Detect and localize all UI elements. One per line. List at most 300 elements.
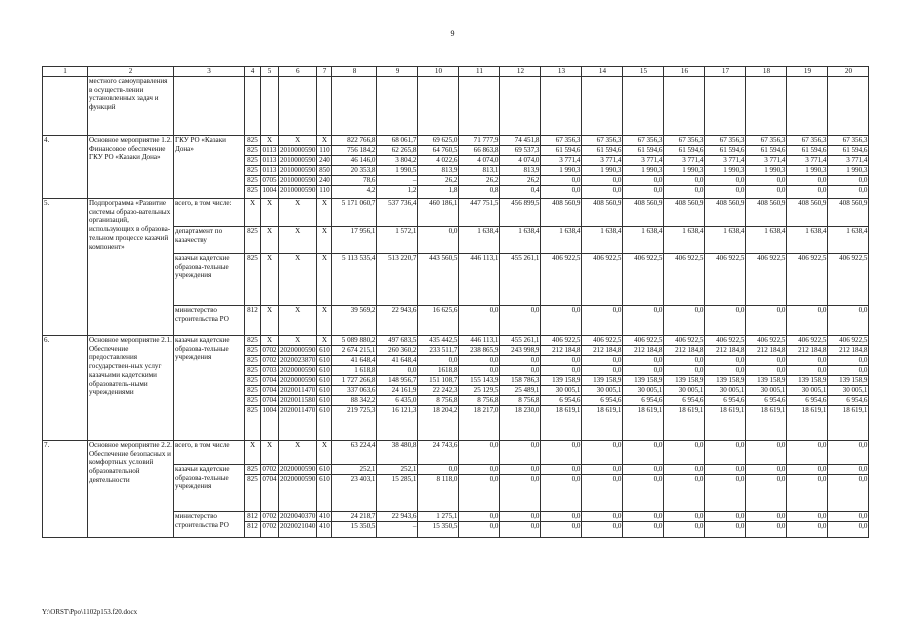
value-cell: 30 005,1 — [746, 386, 787, 396]
executor: министерство строительства РО — [174, 306, 245, 336]
value-cell: 513 220,7 — [377, 254, 418, 306]
empty-cell — [500, 77, 541, 136]
value-cell: 139 158,9 — [828, 376, 869, 386]
continuation-row — [43, 77, 869, 136]
value-cell: 1 638,4 — [623, 227, 664, 254]
value-cell: 0,0 — [541, 465, 582, 475]
value-cell: 6 435,0 — [377, 396, 418, 406]
value-cell: 16 121,3 — [377, 406, 418, 441]
value-cell: 139 158,9 — [541, 376, 582, 386]
value-cell: 0,0 — [664, 475, 705, 512]
value-cell: X — [261, 306, 279, 336]
value-cell: 0,0 — [746, 522, 787, 538]
value-cell: 0,0 — [705, 186, 746, 199]
value-cell: 25 489,1 — [500, 386, 541, 396]
value-cell: X — [261, 199, 279, 227]
value-cell: 1 572,1 — [377, 227, 418, 254]
value-cell: 0,0 — [418, 465, 459, 475]
header-row — [43, 67, 869, 77]
value-cell: 0,0 — [787, 512, 828, 522]
value-cell: 22 242,3 — [418, 386, 459, 396]
value-cell: 6 954,6 — [664, 396, 705, 406]
value-cell: 813,9 — [418, 166, 459, 176]
value-cell: 0,0 — [623, 176, 664, 186]
value-cell: 18 230,0 — [500, 406, 541, 441]
value-cell: 0,0 — [705, 475, 746, 512]
value-cell: 0,0 — [787, 356, 828, 366]
value-cell: 825 — [245, 166, 261, 176]
value-cell: 0,0 — [787, 186, 828, 199]
value-cell: 0,0 — [582, 306, 623, 336]
value-cell: 460 186,1 — [418, 199, 459, 227]
value-cell: 252,1 — [332, 465, 377, 475]
value-cell: 0,0 — [664, 441, 705, 465]
value-cell: 3 771,4 — [623, 156, 664, 166]
value-cell: 825 — [245, 366, 261, 376]
value-cell: 0,0 — [582, 356, 623, 366]
value-cell: 18 217,0 — [459, 406, 500, 441]
value-cell: 825 — [245, 475, 261, 512]
value-cell: 0,0 — [664, 356, 705, 366]
value-cell: 61 594,6 — [623, 146, 664, 156]
value-cell: 0702 — [262, 356, 277, 364]
value-cell: 0703 — [262, 366, 277, 374]
value-cell: X — [261, 136, 279, 146]
value-cell: X — [261, 441, 279, 465]
value-cell: 447 751,5 — [459, 199, 500, 227]
value-cell: 238 865,9 — [459, 346, 500, 356]
value-cell: 5 113 535,4 — [332, 254, 377, 306]
value-cell: 139 158,9 — [582, 376, 623, 386]
value-cell: 812 — [245, 522, 261, 538]
empty-cell — [787, 77, 828, 136]
empty-cell — [261, 77, 279, 136]
empty-cell — [541, 77, 582, 136]
value-cell: 408 560,9 — [705, 199, 746, 227]
value-cell: 0,0 — [787, 475, 828, 512]
value-cell: 5 171 060,7 — [332, 199, 377, 227]
value-cell: 610 — [317, 366, 332, 376]
value-cell: 0,0 — [418, 356, 459, 366]
column-header: 6 — [279, 67, 317, 77]
empty-cell — [582, 77, 623, 136]
value-cell: 0,0 — [746, 306, 787, 336]
value-cell: 0113 — [261, 166, 279, 176]
value-cell: 30 005,1 — [582, 386, 623, 396]
value-cell: 456 899,5 — [500, 199, 541, 227]
value-cell: 1 990,3 — [664, 166, 705, 176]
value-cell: 1 727 266,8 — [332, 376, 377, 386]
value-cell: 1,8 — [418, 186, 459, 199]
measure-name: Основное мероприятие 2.2. Обеспечение безопасных и комфортных условий образовательной деятельности — [88, 441, 174, 538]
value-cell: 139 158,9 — [623, 376, 664, 386]
value-cell: 0704 — [262, 376, 277, 384]
value-cell: 1 638,4 — [459, 227, 500, 254]
value-cell: X — [317, 136, 332, 146]
value-cell: 3 771,4 — [582, 156, 623, 166]
value-cell: 825 — [245, 136, 261, 146]
value-cell: 15 285,1 — [377, 475, 418, 512]
value-cell: 18 204,2 — [418, 406, 459, 441]
value-cell: 0,0 — [541, 356, 582, 366]
value-cell: 67 356,3 — [746, 136, 787, 146]
value-cell: X — [279, 199, 317, 227]
value-cell: 0,0 — [828, 475, 869, 512]
column-header: 2 — [88, 67, 174, 77]
value-cell: 822 766,8 — [332, 136, 377, 146]
value-cell: 0,0 — [541, 366, 582, 376]
value-cell: X — [317, 306, 332, 336]
value-cell: 406 922,5 — [541, 254, 582, 306]
value-cell: 1 638,4 — [664, 227, 705, 254]
value-cell: 1 638,4 — [828, 227, 869, 254]
value-cell: 2020000590 — [280, 376, 316, 384]
value-cell: 20 353,8 — [332, 166, 377, 176]
empty-cell — [245, 77, 261, 136]
value-cell: 0,0 — [623, 186, 664, 199]
value-cell: 2020000590 — [280, 366, 316, 374]
value-cell: 0,0 — [746, 186, 787, 199]
value-cell: 0,0 — [459, 366, 500, 376]
value-cell: 610 — [317, 376, 332, 386]
value-cell: 212 184,8 — [582, 346, 623, 356]
value-cell: 0,0 — [541, 186, 582, 199]
value-cell: 537 736,4 — [377, 199, 418, 227]
value-cell: 825 — [245, 227, 261, 254]
value-cell: 435 442,5 — [418, 336, 459, 346]
value-cell: 1 990,5 — [377, 166, 418, 176]
value-cell: 408 560,9 — [746, 199, 787, 227]
value-cell: 1004 — [261, 406, 279, 441]
column-header: 3 — [174, 67, 245, 77]
value-cell: X — [261, 336, 279, 346]
value-cell: 67 356,3 — [828, 136, 869, 146]
value-cell: 0,0 — [377, 366, 418, 376]
value-cell: 0,0 — [459, 306, 500, 336]
value-cell: 610 — [317, 346, 332, 356]
value-cell: 0704 — [262, 396, 277, 404]
value-cell: 69 625,0 — [418, 136, 459, 146]
value-cell: 0,0 — [787, 366, 828, 376]
value-cell: 0,0 — [500, 356, 541, 366]
empty-cell — [317, 77, 332, 136]
value-cell: 406 922,5 — [623, 336, 664, 346]
value-cell: 337 063,6 — [332, 386, 377, 396]
value-cell: – — [377, 522, 418, 538]
value-cell: 455 261,1 — [500, 336, 541, 346]
value-cell: 2020040370 — [280, 512, 316, 520]
value-cell: 408 560,9 — [664, 199, 705, 227]
value-cell: 406 922,5 — [541, 336, 582, 346]
value-cell: 406 922,5 — [664, 254, 705, 306]
value-cell: 64 760,5 — [418, 146, 459, 156]
value-cell: 18 619,1 — [664, 406, 705, 441]
value-cell: 158 786,3 — [500, 376, 541, 386]
value-cell: 0,0 — [787, 441, 828, 465]
value-cell: 2020000590 — [280, 346, 316, 354]
value-cell: 0,0 — [828, 356, 869, 366]
value-cell: 30 005,1 — [787, 386, 828, 396]
value-cell: 61 594,6 — [828, 146, 869, 156]
measure-name: Основное мероприятие 2.1. Обеспечение предоставления государствен-ных услуг казачьими кадетскими образователь-ными учреждениями — [88, 336, 174, 441]
value-cell: 610 — [317, 356, 332, 366]
value-cell: 240 — [317, 176, 332, 186]
value-cell: 3 771,4 — [787, 156, 828, 166]
value-cell: 18 619,1 — [746, 406, 787, 441]
value-cell: 408 560,9 — [828, 199, 869, 227]
empty-cell — [459, 77, 500, 136]
value-cell: 0,0 — [746, 475, 787, 512]
value-cell: 0,0 — [705, 512, 746, 522]
value-cell: 1 638,4 — [541, 227, 582, 254]
value-cell: 6 954,6 — [582, 396, 623, 406]
value-cell: 24 743,6 — [418, 441, 459, 465]
value-cell: 30 005,1 — [541, 386, 582, 396]
value-cell: 1,2 — [377, 186, 418, 199]
value-cell: 0,0 — [623, 306, 664, 336]
value-cell: 1004 — [261, 186, 279, 199]
value-cell: 61 594,6 — [787, 146, 828, 156]
value-cell: 2010000590 — [280, 176, 316, 184]
value-cell: 0,0 — [541, 176, 582, 186]
value-cell: 0,0 — [664, 465, 705, 475]
executor: всего, в том числе — [174, 441, 245, 465]
value-cell: 0,0 — [787, 306, 828, 336]
value-cell: 30 005,1 — [705, 386, 746, 396]
empty-cell — [623, 77, 664, 136]
value-cell: 406 922,5 — [746, 254, 787, 306]
value-cell: 3 804,2 — [377, 156, 418, 166]
value-cell: 233 511,7 — [418, 346, 459, 356]
item-number: 6. — [43, 336, 88, 441]
value-cell: 3 771,4 — [746, 156, 787, 166]
value-cell: 71 777,9 — [459, 136, 500, 146]
footer-file-path: Y:\ORST\Ppo\1102p153.f20.docx — [42, 608, 138, 616]
value-cell: 18 619,1 — [582, 406, 623, 441]
value-cell: X — [279, 441, 317, 465]
value-cell: 0,0 — [664, 306, 705, 336]
value-cell: 2020023870 — [280, 356, 316, 364]
value-cell: 260 360,2 — [377, 346, 418, 356]
table-row — [43, 136, 869, 146]
value-cell: 0,0 — [705, 366, 746, 376]
value-cell: – — [377, 176, 418, 186]
empty-cell — [828, 77, 869, 136]
value-cell: 0,0 — [582, 475, 623, 512]
column-header: 16 — [664, 67, 705, 77]
value-cell: 0,0 — [500, 366, 541, 376]
column-header: 19 — [787, 67, 828, 77]
value-cell: 17 956,1 — [332, 227, 377, 254]
value-cell: 62 265,8 — [377, 146, 418, 156]
value-cell: 38 480,8 — [377, 441, 418, 465]
value-cell: 0,0 — [828, 306, 869, 336]
value-cell: 408 560,9 — [582, 199, 623, 227]
value-cell: 3 771,4 — [664, 156, 705, 166]
value-cell: 2010000590 — [280, 166, 316, 174]
value-cell: 148 956,7 — [377, 376, 418, 386]
value-cell: 443 560,5 — [418, 254, 459, 306]
value-cell: 0,0 — [828, 441, 869, 465]
value-cell: 139 158,9 — [787, 376, 828, 386]
value-cell: 1 990,3 — [705, 166, 746, 176]
value-cell: 0,0 — [582, 465, 623, 475]
value-cell: 3 771,4 — [828, 156, 869, 166]
value-cell: 22 943,6 — [377, 512, 418, 522]
value-cell: 139 158,9 — [746, 376, 787, 386]
value-cell: 0,0 — [500, 475, 541, 512]
value-cell: 0,0 — [746, 512, 787, 522]
table-row — [43, 336, 869, 346]
value-cell: 0,0 — [828, 522, 869, 538]
value-cell: 15 350,5 — [418, 522, 459, 538]
column-header: 20 — [828, 67, 869, 77]
value-cell: 0,0 — [582, 176, 623, 186]
value-cell: 6 954,6 — [705, 396, 746, 406]
value-cell: 6 954,6 — [746, 396, 787, 406]
value-cell: 0,0 — [500, 441, 541, 465]
value-cell: 0,0 — [541, 522, 582, 538]
value-cell: 0,0 — [664, 366, 705, 376]
value-cell: 4 074,0 — [500, 156, 541, 166]
value-cell: 0,0 — [623, 441, 664, 465]
value-cell: 0,0 — [541, 512, 582, 522]
value-cell: 825 — [245, 386, 261, 396]
value-cell: 88 342,2 — [332, 396, 377, 406]
value-cell: 1 638,4 — [500, 227, 541, 254]
item-number: 7. — [43, 441, 88, 538]
value-cell: 408 560,9 — [541, 199, 582, 227]
value-cell: 0,0 — [705, 306, 746, 336]
value-cell: 0,0 — [828, 512, 869, 522]
empty-cell — [746, 77, 787, 136]
column-header: 13 — [541, 67, 582, 77]
value-cell: 406 922,5 — [746, 336, 787, 346]
value-cell: 4 074,0 — [459, 156, 500, 166]
column-header: 17 — [705, 67, 746, 77]
value-cell: 18 619,1 — [787, 406, 828, 441]
value-cell: 0,0 — [623, 356, 664, 366]
value-cell: X — [261, 254, 279, 306]
column-header: 8 — [332, 67, 377, 77]
column-header: 9 — [377, 67, 418, 77]
value-cell: 0,0 — [746, 366, 787, 376]
value-cell: 18 619,1 — [541, 406, 582, 441]
value-cell: 212 184,8 — [623, 346, 664, 356]
value-cell: 18 619,1 — [623, 406, 664, 441]
value-cell: 825 — [245, 336, 261, 346]
value-cell: 25 129,5 — [459, 386, 500, 396]
value-cell: 8 756,8 — [500, 396, 541, 406]
value-cell: 2010000590 — [279, 186, 317, 199]
value-cell: 1 618,8 — [332, 366, 377, 376]
value-cell: 1 990,3 — [541, 166, 582, 176]
value-cell: 410 — [317, 522, 332, 538]
value-cell: 0,0 — [664, 186, 705, 199]
value-cell: 0,0 — [746, 176, 787, 186]
value-cell: 446 113,1 — [459, 336, 500, 346]
executor: департамент по казачеству — [174, 227, 245, 254]
value-cell: 1 990,3 — [828, 166, 869, 176]
value-cell: 67 356,3 — [582, 136, 623, 146]
value-cell: 0702 — [262, 512, 277, 520]
value-cell: 406 922,5 — [623, 254, 664, 306]
value-cell: 78,6 — [332, 176, 377, 186]
value-cell: 6 954,6 — [623, 396, 664, 406]
value-cell: 219 725,3 — [332, 406, 377, 441]
column-header: 11 — [459, 67, 500, 77]
num-cell — [43, 77, 88, 136]
value-cell: 408 560,9 — [623, 199, 664, 227]
value-cell: 0,0 — [459, 465, 500, 475]
value-cell: 74 451,8 — [500, 136, 541, 146]
value-cell: 6 954,6 — [828, 396, 869, 406]
item-number: 4. — [43, 136, 88, 199]
value-cell: 2020000590 — [279, 475, 317, 512]
value-cell: 825 — [245, 156, 261, 166]
value-cell: 8 756,8 — [459, 396, 500, 406]
value-cell: X — [261, 227, 279, 254]
value-cell: 61 594,6 — [705, 146, 746, 156]
value-cell: 2020011470 — [280, 386, 316, 394]
value-cell: 0,0 — [828, 465, 869, 475]
value-cell: 0,0 — [705, 176, 746, 186]
value-cell: X — [279, 336, 317, 346]
value-cell: 26,2 — [500, 176, 541, 186]
value-cell: 0,0 — [746, 441, 787, 465]
value-cell: 212 184,8 — [664, 346, 705, 356]
budget-table — [42, 66, 869, 538]
value-cell: 63 224,4 — [332, 441, 377, 465]
value-cell: 18 619,1 — [705, 406, 746, 441]
value-cell: 497 683,5 — [377, 336, 418, 346]
value-cell: 0,0 — [582, 522, 623, 538]
column-header: 18 — [746, 67, 787, 77]
value-cell: 0,0 — [541, 306, 582, 336]
value-cell: 0702 — [262, 465, 277, 473]
value-cell: 5 089 880,2 — [332, 336, 377, 346]
value-cell: 0,0 — [459, 356, 500, 366]
value-cell: 825 — [245, 465, 261, 475]
measure-name: местного самоуправления в осуществ-лении установленных задач и функций — [88, 77, 174, 136]
value-cell: 24 161,9 — [377, 386, 418, 396]
measure-name: Основное мероприятие 1.2. Финансовое обеспечение ГКУ РО «Казаки Дона» — [88, 136, 174, 199]
value-cell: 155 143,9 — [459, 376, 500, 386]
value-cell: 0,0 — [500, 512, 541, 522]
value-cell: 410 — [317, 512, 332, 522]
value-cell: 0,0 — [500, 522, 541, 538]
value-cell: 61 594,6 — [541, 146, 582, 156]
value-cell: 41 648,4 — [332, 356, 377, 366]
value-cell: 406 922,5 — [664, 336, 705, 346]
value-cell: 1 638,4 — [705, 227, 746, 254]
value-cell: 4 022,6 — [418, 156, 459, 166]
value-cell: 406 922,5 — [787, 254, 828, 306]
value-cell: 406 922,5 — [828, 336, 869, 346]
empty-cell — [174, 77, 245, 136]
empty-cell — [705, 77, 746, 136]
column-header: 4 — [245, 67, 261, 77]
value-cell: X — [279, 227, 317, 254]
value-cell: 252,1 — [377, 465, 418, 475]
value-cell: 30 005,1 — [664, 386, 705, 396]
value-cell: 0,0 — [746, 465, 787, 475]
value-cell: 0,0 — [664, 522, 705, 538]
empty-cell — [279, 77, 317, 136]
value-cell: 39 569,2 — [332, 306, 377, 336]
executor: ГКУ РО «Казаки Дона» — [174, 136, 245, 199]
value-cell: 0702 — [262, 346, 277, 354]
